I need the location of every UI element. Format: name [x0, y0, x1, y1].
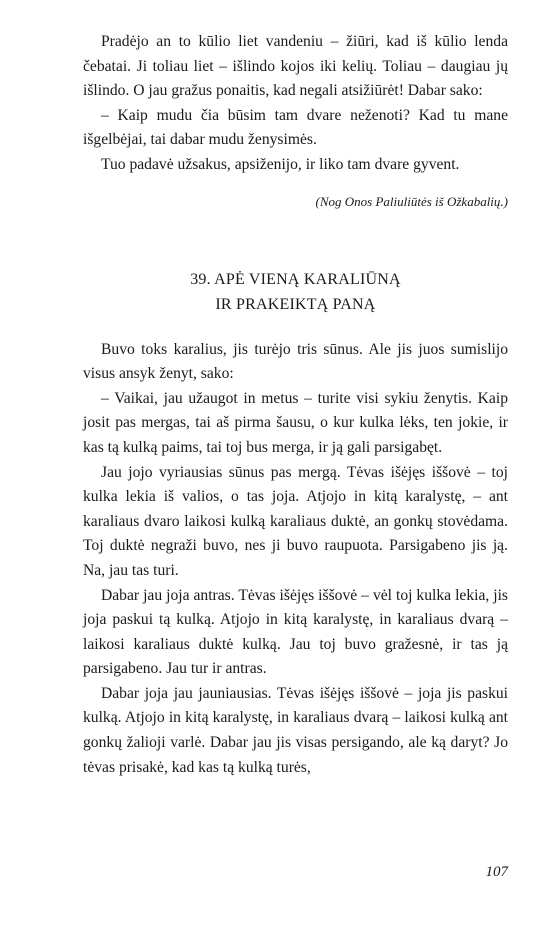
chapter-title [83, 267, 508, 317]
paragraph: Dabar joja jau jauniausias. Tėvas išėjęs iššovė – joja jis paskui kulką. Atjojo in kitą karalystę, in karaliaus dvarą – laikosi kulką ant gonkų žalioji varlė. Dabar jau jis visas persigando, ale ką daryt? Jo tėvas prisakė, kad kas tą kulką turės, [83, 684, 508, 776]
paragraph: – Kaip mudu čia būsim tam dvare neženoti? Kad tu mane išgelbėjai, tai dabar mudu ženysimės. [83, 106, 508, 149]
page-number: 107 [485, 864, 508, 880]
paragraph: Tuo padavė užsakus, apsiženijo, ir liko tam dvare gyvent. [101, 155, 460, 173]
source-note: (Nog Onos Paliuliūtės iš Ožkabalių.) [315, 193, 508, 209]
paragraph: Jau jojo vyriausias sūnus pas mergą. Tėvas išėjęs iššovė – toj kulka lekia iš valios, o tas joja. Atjojo in kitą karalystę, – ant karaliaus dvaro laikosi kulką karaliaus duktė, an gonkų stovėdama. Toj duktė negraži buvo, nes ji buvo raupuota. Parsigabeno jis ją. Na, jau tas turi. [83, 463, 508, 579]
spacer [83, 317, 508, 338]
chapter-title-line-2: IR PRAKEIKTĄ PANĄ [215, 295, 376, 313]
chapter-title-line-1: 39. APĖ VIENĄ KARALIŪNĄ [190, 270, 401, 288]
paragraph: Dabar jau joja antras. Tėvas išėjęs iššovė – vėl toj kulka lekia, jis joja paskui tą kulką. Atjojo in kitą karalystę, in karaliaus dvarą – laikosi karaliaus duktė kulką. Jau toj buvo gražesnė, ir tas ją parsigabeno. Jau tur ir antras. [83, 586, 508, 678]
paragraph: – Vaikai, jau užaugot in metus – turite visi sykiu ženytis. Kaip josit pas mergas, tai aš pirma šausu, o kur kulka lėks, ten jokie, ir kas tą kulką paims, tai toj bus merga, ir ją gali parsigabęt. [83, 389, 508, 456]
paragraph: Pradėjo an to kūlio liet vandeniu – žiūri, kad iš kūlio lenda čebatai. Ji toliau liet – išlindo kojos iki kelių. Toliau – daugiau jų išlindo. O jau gražus ponaitis, kad negali atsižiūrėt! Dabar sako: [83, 33, 508, 100]
paragraph: Buvo toks karalius, jis turėjo tris sūnus. Ale jis juos sumislijo visus ansyk ženyt, sako: [83, 340, 508, 383]
book-page [83, 30, 508, 780]
